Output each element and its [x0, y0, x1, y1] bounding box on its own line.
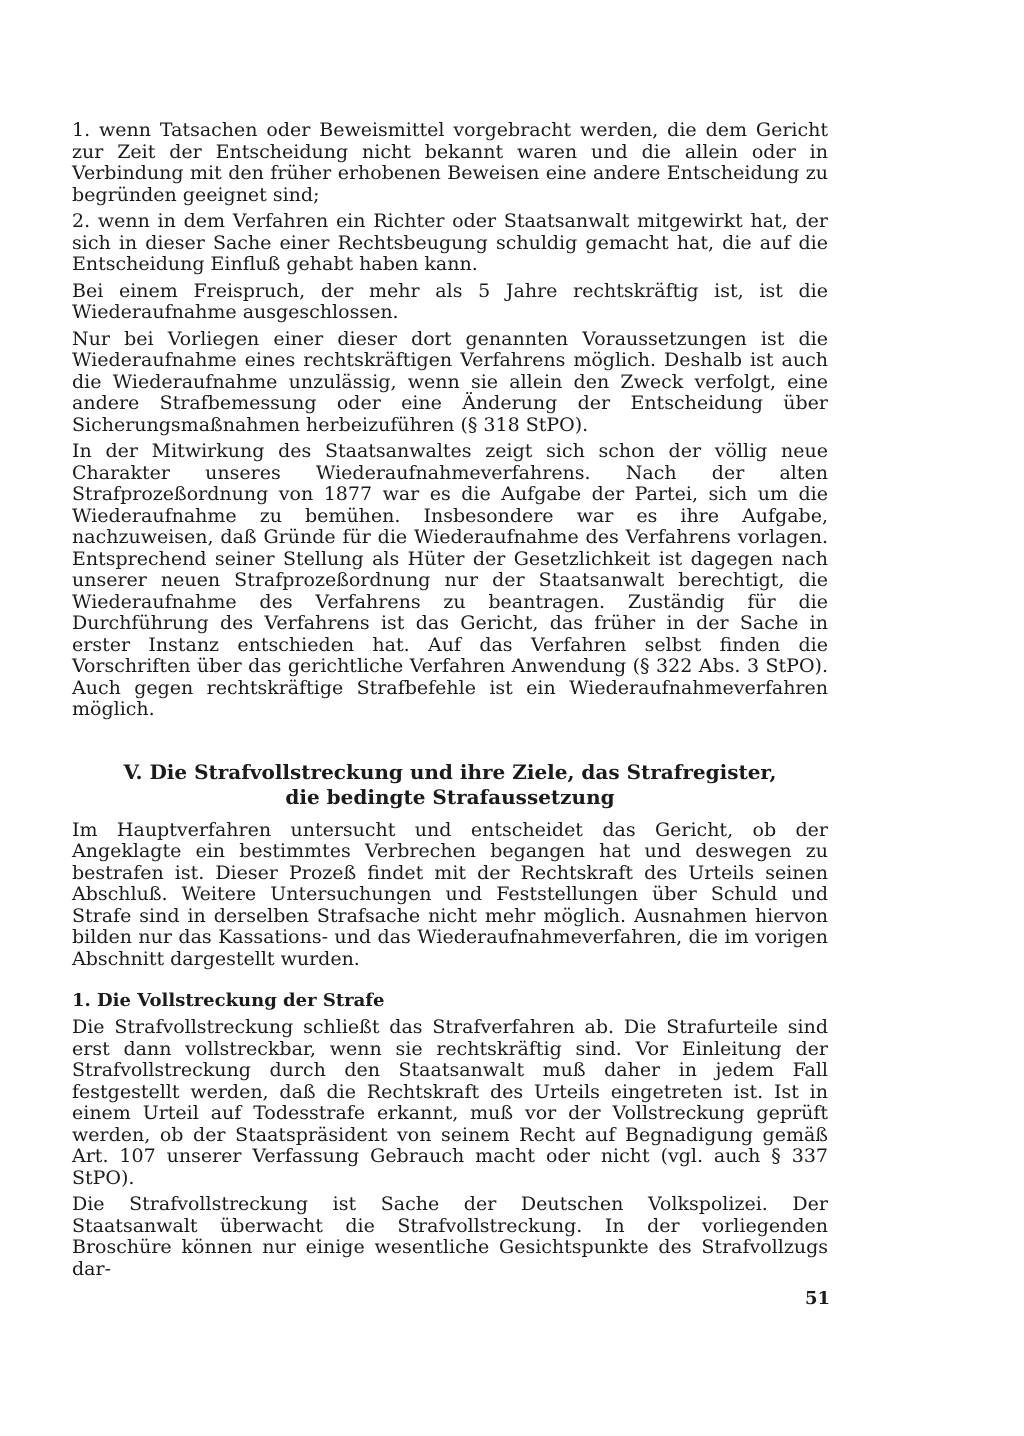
subsection-heading: 1. Die Vollstreckung der Strafe — [72, 990, 385, 1011]
paragraph-voraussetzungen: Nur bei Vorliegen einer dieser dort genannten Voraussetzungen ist die Wiederaufnahme eines rechtskräftigen Verfahrens möglich. Deshalb ist auch die Wiederaufnahme unzulässig, wenn sie allein den Zweck verfolgt, eine andere Strafbemessung oder eine Änderung der Entscheidung über Sicherungsmaßnahmen herbeizuführen (§ 318 StPO). — [72, 327, 828, 436]
section-heading-line-1: V. Die Strafvollstreckung und ihre Ziele, das Strafregister, — [123, 759, 777, 784]
section-heading-line-2: die bedingte Strafaussetzung — [285, 784, 615, 809]
paragraph-item-1: 1. wenn Tatsachen oder Beweismittel vorgebracht werden, die dem Gericht zur Zeit der Entscheidung nicht bekannt waren und die allein oder in Verbindung mit den früher erhobenen Beweisen eine andere Entscheidung zu begründen geeignet sind; — [72, 119, 828, 206]
section-spacer — [72, 726, 828, 760]
paragraph-vollstreckung: Die Strafvollstreckung schließt das Strafverfahren ab. Die Strafurteile sind erst dann vollstreckbar, wenn sie rechtskräftig sind. Vor Einleitung der Strafvollstreckung durch den Staatsanwalt muß daher in jedem Fall festgestellt werden, daß die Rechtskraft des Urteils eingetreten ist. Ist in einem Urteil auf Todesstrafe erkannt, muß vor der Vollstreckung geprüft werden, ob der Staatspräsident von seinem Recht auf Begnadigung gemäß Art. 107 unserer Verfassung Gebrauch macht oder nicht (vgl. auch § 337 StPO). — [72, 1016, 828, 1189]
paragraph-mitwirkung: In der Mitwirkung des Staatsanwaltes zeigt sich schon der völlig neue Charakter unseres Wiederaufnahmeverfahrens. Nach der alten Strafprozeßordnung von 1877 war es die Aufgabe der Partei, sich um die Wiederaufnahme zu bemühen. Insbesondere war es ihre Aufgabe, nachzuweisen, daß Gründe für die Wiederaufnahme des Verfahrens vorlagen. Entsprechend seiner Stellung als Hüter der Gesetzlichkeit ist dagegen nach unserer neuen Strafprozeßordnung nur der Staatsanwalt berechtigt, die Wiederaufnahme des Verfahrens zu beantragen. Zuständig für die Durchführung des Verfahrens ist das Gericht, das früher in der Sache in erster Instanz entschieden hat. Auf das Verfahren selbst finden die Vorschriften über das gerichtliche Verfahren Anwendung (§ 322 Abs. 3 StPO). Auch gegen rechtskräftige Strafbefehle ist ein Wiederaufnahmeverfahren möglich. — [72, 440, 828, 720]
subsection-spacer — [72, 975, 828, 989]
page-number: 51 — [805, 1288, 831, 1309]
paragraph-volkspolizei: Die Strafvollstreckung ist Sache der Deutschen Volkspolizei. Der Staatsanwalt überwacht die Strafvollstreckung. In der vorliegenden Broschüre können nur einige wesentliche Gesichtspunkte des Strafvollzugs dar- — [72, 1193, 828, 1280]
paragraph-item-2: 2. wenn in dem Verfahren ein Richter oder Staatsanwalt mitgewirkt hat, der sich in dieser Sache einer Rechtsbeugung schuldig gemacht hat, die auf die Entscheidung Einfluß gehabt haben kann. — [72, 210, 828, 275]
paragraph-freispruch: Bei einem Freispruch, der mehr als 5 Jahre rechtskräftig ist, ist die Wiederaufnahme ausgeschlossen. — [72, 279, 828, 323]
text-column — [72, 120, 828, 1285]
section-heading — [72, 760, 828, 810]
section-intro-paragraph: Im Hauptverfahren untersucht und entscheidet das Gericht, ob der Angeklagte ein bestimmtes Verbrechen begangen hat und deswegen zu bestrafen ist. Dieser Prozeß findet mit der Rechtskraft des Urteils seinen Abschluß. Weitere Untersuchungen und Feststellungen über Schuld und Strafe sind in derselben Strafsache nicht mehr möglich. Ausnahmen hiervon bilden nur das Kassations- und das Wiederaufnahmeverfahren, die im vorigen Abschnitt dargestellt wurden. — [72, 818, 828, 970]
